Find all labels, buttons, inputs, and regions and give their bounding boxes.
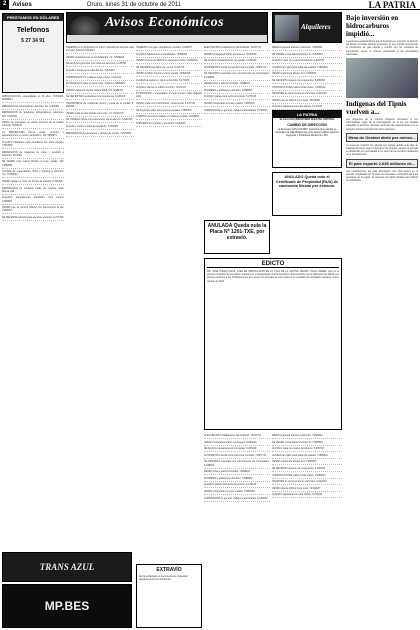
classified-ad: VENDO garaje en zona sur. Precio de ocasión. 5-265448 bbox=[2, 179, 63, 183]
classified-ad: SE NECESITA secretaria con conocimiento de computación. 5-248822 bbox=[204, 460, 270, 467]
edicto-body: DR. JOSE TOMAS CRUZ, JUEZ DE INSTRUCCION EN LO CIVIL DE LA CAPITAL ORURO, HAGO SABER: Que en el proceso ordinario de usucapión seguido por el demandante contra herederos desconocidos, se ha dispuesto la citación por edictos conforme a ley. Publíquese por tres veces con intervalo de cinco días en un periódico de circulación nacional. Oruro, octubre de 2011. bbox=[207, 270, 339, 283]
classified-ad: CONSTRUCTORA realiza obras civiles. 71869012 bbox=[272, 86, 342, 91]
classified-ad: REPARACION computadoras domicilio. Tel. 5-250981 bbox=[2, 105, 64, 110]
classified-column-5b bbox=[272, 434, 342, 630]
classified-column-3 bbox=[136, 46, 202, 630]
classified-banner bbox=[66, 12, 268, 43]
dateline: Oruro, lunes 31 de octubre de 2011 bbox=[86, 1, 182, 8]
classified-ad: ELECTRICISTA instalaciones domiciliarias. 70407711 bbox=[204, 46, 270, 51]
news-headline-1: Bajo inversión en hidrocarburos impidió... bbox=[346, 14, 399, 38]
classified-ad: MEDICO general atiende a domicilio. 71835541 bbox=[272, 434, 342, 439]
classified-ad: VENDO refrigerador en buen estado. 71855103 bbox=[204, 490, 270, 495]
loan-ad bbox=[2, 13, 64, 93]
classified-ad: VENDO vagoneta Toyota modelo 2008. Cel 72384471 bbox=[66, 89, 134, 94]
classified-ad: TENEMOS una gran variedad de muebles. 5-252877 bbox=[136, 46, 202, 51]
extravio-box: EXTRAVÍO Se ha extraviado un documento de propiedad, agradeceremos su devolución. bbox=[136, 564, 202, 628]
classified-ad: ALQUILO departamento para oficina. 5-271166 bbox=[272, 493, 342, 498]
classified-ad: SE VENDE computadora Pentium IV. 72305581 bbox=[272, 53, 342, 58]
classified-ad: SE NECESITA mesero con experiencia. 5-280034 bbox=[272, 467, 342, 472]
classified-ad: REPARACION de televisores y equipos de sonido. 72370455 bbox=[66, 132, 134, 137]
classified-ad: VENDO lotes a plazos cómodos. 71828119 bbox=[204, 82, 270, 87]
classified-ad: TAPICERIA de muebles y vehículos. 5-262910 bbox=[136, 122, 202, 127]
classified-ad: FOTOCOPIAS y empastados al mejor precio. Calle Pagador 1021 bbox=[136, 92, 202, 99]
classified-ad: SE ALQUILA garzonier con todos los servicios. 5-250761 bbox=[66, 62, 134, 67]
news-headline-3: Mesa de Ocotaví abrió por menos... bbox=[346, 133, 418, 142]
classified-ad: VENDO minibús Toyota en buen estado. 71890045 bbox=[136, 72, 202, 77]
classified-ad: ANTICRETICO tienda comercial zona mercado. 72367742 bbox=[204, 454, 270, 459]
classified-ad: SE OFRECE niñera con experiencia, cama adentro. 72402231 bbox=[66, 118, 133, 122]
annulled-plate-box bbox=[204, 220, 270, 254]
classified-ad: CLASES de guitarra y piano a domicilio. 5-273388 bbox=[136, 79, 202, 84]
classified-ad: SE NECESITA secretaria con conocimiento de computación. 5-248822 bbox=[204, 72, 270, 79]
classified-column-1 bbox=[2, 95, 64, 630]
classified-ad: CLASES de matemáticas, física y química a domicilio. Cel. 70700541 bbox=[2, 170, 64, 177]
classified-ad: ALQUILO garaje para vehículo grande. 5-276115 bbox=[204, 95, 270, 100]
news-body-4: Las exportaciones del país alcanzaron una cifra récord en el periodo, impulsadas por la venta de minerales e hidrocarburos a los mercados de la región, de acuerdo con datos oficiales del instituto de estadística. bbox=[346, 169, 418, 183]
classified-ad: CONSTRUCTORA realiza obras civiles. 71869012 bbox=[272, 474, 342, 479]
alquileres-title: Alquileres bbox=[301, 23, 331, 31]
classified-ad: ANTICRETICO tienda comercial zona mercado. 72367742 bbox=[204, 66, 270, 71]
page-number: 2 bbox=[0, 0, 9, 9]
classified-ad: CLASES de inglés para todas las edades. 71899001 bbox=[272, 66, 342, 71]
notice-tagline: 92 Años DOCUMENTANDO NUESTRA HISTORIA bbox=[279, 118, 335, 121]
mp-bes-title: MP.BES bbox=[44, 599, 90, 613]
mp-bes-ad bbox=[2, 584, 132, 628]
classified-ad: VENDO terreno de 450m2 en carretera a Vinto. 72381664 bbox=[136, 59, 202, 64]
extravio-title: EXTRAVÍO bbox=[156, 567, 182, 573]
classified-ad: SE VENDE moto marca Honda en buen estado. Telf. 71866551 bbox=[2, 160, 64, 167]
classified-ad: VENDO camioneta Nissan 4x4. 72345511 bbox=[272, 460, 342, 465]
notice-paper: LA PATRIA bbox=[273, 111, 341, 118]
classified-ad: AMPLIFICACION, especialistas en 15 años, 70766341, 52456813 bbox=[2, 95, 64, 102]
classified-ad: TRAMITES de documentos de vehículos. 5-244400 bbox=[272, 92, 342, 97]
classified-ad: PLOMERIA y gasfitería a domicilio. 72398821 bbox=[204, 89, 270, 94]
trans-azul-ad bbox=[2, 552, 132, 582]
notice-title: CAMBIO DE DIRECCIÓN bbox=[287, 123, 327, 127]
classified-ad: ALQUILO cuarto a señorita estudiante. 5-251904 bbox=[66, 125, 134, 130]
edicto-box bbox=[204, 258, 342, 430]
news-body-3: La mesa de votación fue abierta con retraso debido a la falta de material electoral, según informaron los jurados, aunque la jornada se desarrolló con normalidad en el resto de los recintos habilitados en el departamento. bbox=[346, 143, 418, 157]
classified-ad: REPARACION de máquinas de coser y overlock a domicilio. 5274152 bbox=[2, 150, 64, 157]
loan-ad-header: PRESTAMOS EN DÓLARES bbox=[3, 14, 63, 21]
loan-ad-phone: 5 27 34 91 bbox=[21, 38, 45, 44]
classified-ad: SE VENDE computadora Pentium IV. 72305581 bbox=[272, 441, 342, 446]
classified-ad: MEDICO general atiende a domicilio. 71835541 bbox=[272, 46, 342, 51]
classified-ad: VENDO lote de 200m2 zona norte. 72310087 bbox=[272, 487, 342, 492]
classified-ad: CARPINTERIA en general, trabajos garantizados. 5-250641 bbox=[204, 109, 270, 114]
classified-ad: CARPINTERIA en general, trabajos garantizados. 5-250641 bbox=[204, 497, 270, 502]
news-headline-4: El país exportó 2.645 millones de... bbox=[346, 159, 418, 168]
classified-ad: SE NECESITA ayudante de cocina. 5-237718 bbox=[136, 66, 202, 71]
classified-ad: ALQUILO habitación para estudiante con baño privado. 71844591 bbox=[2, 140, 64, 147]
classified-column-5 bbox=[272, 46, 342, 109]
house-image bbox=[275, 15, 299, 41]
notice-body: La Empresa "LOS CUATRO" Comunica Que cambio su domicilio a la calle Bolivar esq. 6 de Agosto edificio para los Negocios y Presidente Montes No. 510 bbox=[275, 128, 339, 137]
classified-column-4 bbox=[204, 46, 270, 216]
classified-ad: COMPRAMOS oro y plata al mejor precio. 5-241114 bbox=[66, 76, 134, 81]
classified-ad: SE ALQUILA departamento con garaje. 5-253109 bbox=[204, 59, 270, 64]
classified-ad: SE ALQUILA departamento con garaje. 5-253109 bbox=[204, 447, 270, 452]
classified-column-2 bbox=[66, 46, 134, 630]
classified-ad: SE NECESITA señorita para atención al cliente. 5-277400 bbox=[2, 215, 64, 219]
annulled-certificate-text: ANULADO Queda nulo el Certificado de Propiedad (RUA) de camioneta Nissan por extravío. bbox=[275, 175, 339, 189]
classified-ad: TRAMITES de documentos de vehículos. 5-244400 bbox=[272, 480, 342, 485]
classified-ad: COMPRO vehículos usados en cualquier estado. 72318874 bbox=[136, 115, 202, 120]
classified-ad: VENDO camioneta Nissan 4x4. 72345511 bbox=[272, 72, 342, 77]
classified-ad: VENDO refrigerador en buen estado. 71855103 bbox=[204, 102, 270, 107]
classified-ad: ALQUILO casa con cuatro dormitorios. 5-259733 bbox=[272, 59, 342, 64]
news-body-1: La empresa estatal informó que la inversión en el sector no alcanzó las metas previstas durante la gestión, lo que impidió incrementar la producción de gas natural y cumplir con los contratos de exportación, según el informe presentado a las autoridades nacionales. bbox=[346, 40, 418, 56]
masthead: LA PATRIA bbox=[368, 0, 416, 10]
classified-ad: ALQUILO casa con cuatro dormitorios. 5-259733 bbox=[272, 447, 342, 452]
edicto-title: EDICTO bbox=[207, 261, 339, 268]
classified-ad: ELECTRICISTA instalaciones domiciliarias. 70407711 bbox=[204, 434, 270, 439]
classified-ad: VENDO casa de dos plantas zona este. Inf. 70420178 bbox=[66, 112, 134, 117]
classified-ad: VENDO departamento en Cochabamba. Inf. 71839943 bbox=[66, 56, 134, 61]
banner-title: Avisos Económicos bbox=[105, 15, 225, 30]
classified-ad: ALQUILO oficina en edificio céntrico. 72474471 bbox=[136, 86, 202, 91]
classified-ad: VENDO motocicleta 150cc seminueva. 71833620 bbox=[204, 53, 270, 58]
annulled-plate-text: ANULADA Queda nula la Placa N° 1201-TXE, por extravío. bbox=[207, 223, 267, 241]
alquileres-banner bbox=[272, 12, 342, 43]
classified-ad: ANTICRETICO casa en zona norte. Teléfono 71845520 bbox=[66, 82, 134, 87]
news-photo-1 bbox=[346, 58, 418, 98]
classified-ad: LA INMOBILIARIA ofrece casas, terrenos y departamentos en venta y anticrético. Telf. 5250871 bbox=[2, 130, 64, 138]
annulled-certificate-box bbox=[272, 172, 342, 216]
classified-ad: ALQUILO garaje para vehículo grande. 5-276115 bbox=[204, 483, 270, 488]
loan-ad-name: Telefonos bbox=[16, 27, 50, 34]
classified-ad: TENEMOS a su disposición la mayor variedad de artículos para el hogar. Teléfono 5254413 bbox=[66, 46, 134, 53]
classified-column-4b bbox=[204, 434, 270, 630]
classified-ad: CLASES de inglés para todas las edades. 71899001 bbox=[272, 454, 342, 459]
classified-ad: SE NECESITAN vendedores con experiencia. 5-236110 bbox=[66, 95, 134, 100]
classified-ad: ALQUILO tienda en la calle Bolívar. 72341119 bbox=[66, 69, 134, 74]
classified-ad: ALQUILO departamento para oficina. 5-271166 bbox=[272, 105, 342, 110]
classified-ad: ALQUILO habitaciones a estudiantes. 71868231 bbox=[136, 53, 202, 58]
page-header bbox=[0, 0, 420, 10]
classified-ad: REPARACION de celulares todas las marcas. Calle Bolívar 645 bbox=[2, 186, 64, 193]
classified-ad: ALQUILO departamento amoblado zona central. 72358811 bbox=[2, 196, 64, 203]
classified-ad: TRANSPORTE de mudanzas dentro y fuera de la ciudad. 5-259093 bbox=[66, 101, 134, 109]
classified-ad: VENDO lote de 200m2 zona norte. 72310087 bbox=[272, 99, 342, 104]
classified-ad: VENDO casa con 6 dormitorios, zona central. 5-247760 bbox=[136, 102, 202, 107]
news-body-2: Los dirigentes de la marcha indígena retornaron a sus comunidades luego de la promulgación de la ley que declara intangible el territorio, mientras continúan las negociaciones con el gobierno sobre la construcción de la carretera. bbox=[346, 118, 418, 131]
classified-ad: VENDO lote de terreno 300m2 con documentos al día. 71238471 bbox=[2, 206, 64, 213]
classified-ad: SE NECESITA mesero con experiencia. 5-280034 bbox=[272, 79, 342, 84]
address-change-notice bbox=[272, 110, 342, 168]
classified-ad: VENDO lotes a plazos cómodos. 71828119 bbox=[204, 470, 270, 475]
classified-ad: SE ALQUILA salón para eventos sociales. 71855410 bbox=[136, 109, 202, 114]
classified-ad: PLOMERIA y gasfitería a domicilio. 72398821 bbox=[204, 477, 270, 482]
section-name: Avisos bbox=[12, 1, 32, 8]
classified-ad: VENTA de inmuebles en varios sectores de la ciudad, consulte 72396115 bbox=[2, 121, 64, 128]
news-headline-2: Indígenas del Tipnis vuelven a... bbox=[346, 100, 407, 117]
news-column bbox=[346, 12, 418, 630]
classified-ad: REPARACION de lavadoras, refrigeradores, calefones. Telf. 70433011 bbox=[2, 111, 64, 118]
trans-azul-title: TRANS AZUL bbox=[39, 562, 95, 572]
classified-ad: VENDO motocicleta 150cc seminueva. 71833620 bbox=[204, 441, 270, 446]
